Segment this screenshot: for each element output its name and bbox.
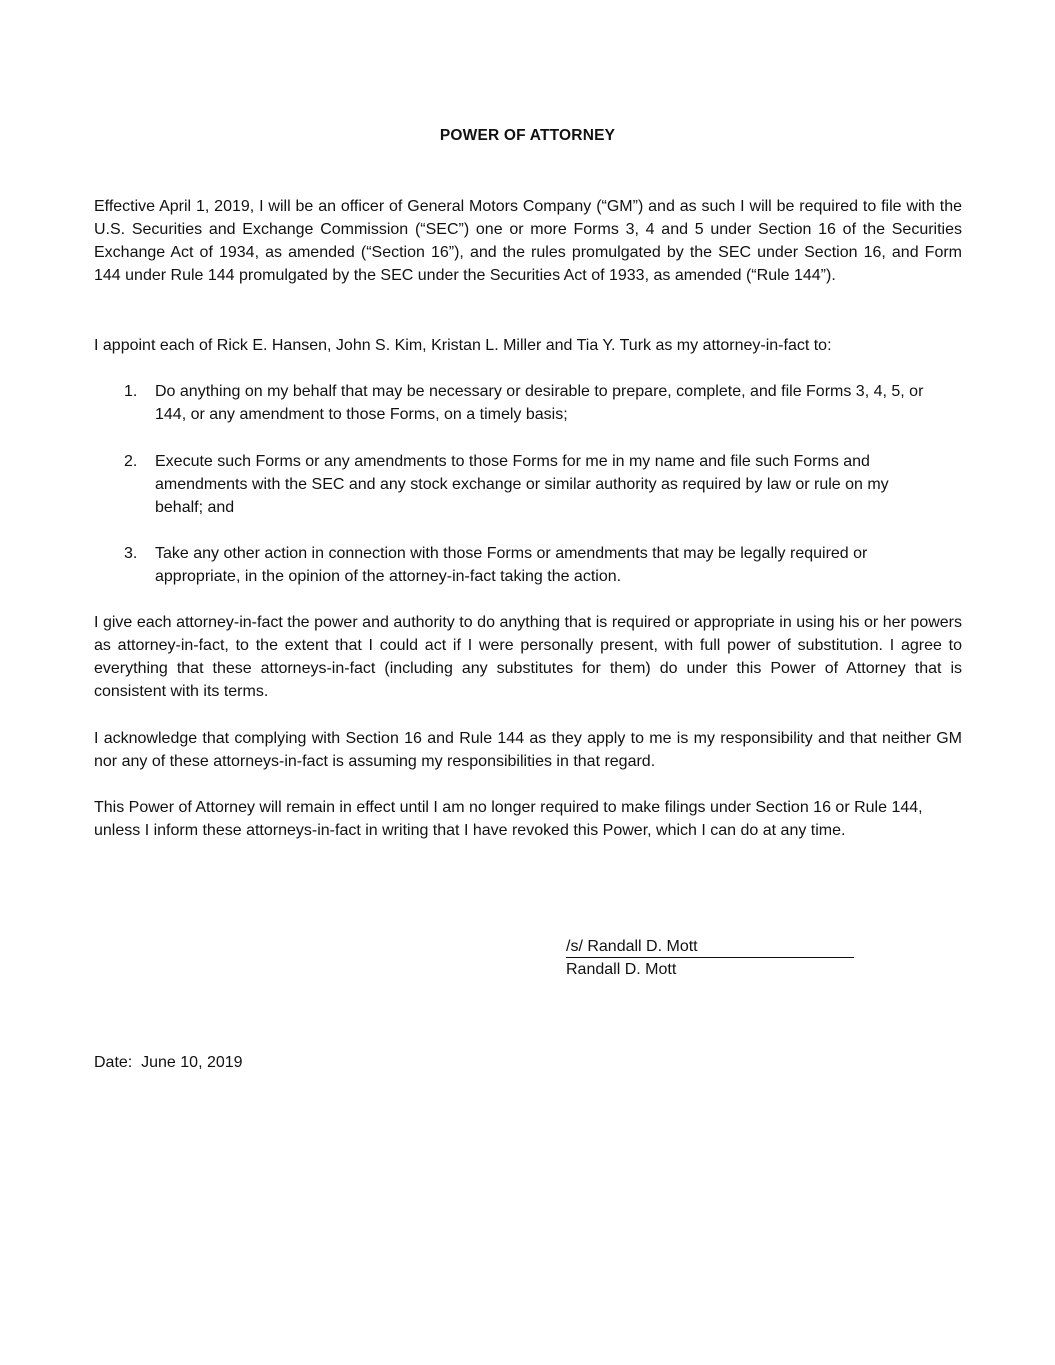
- signature-date: Date: June 10, 2019: [94, 1054, 243, 1071]
- list-number: 2.: [124, 453, 138, 470]
- signer-name: Randall D. Mott: [566, 961, 677, 978]
- list-text: Take any other action in connection with those Forms or amendments that may be legally required or appropriate, in the opinion of the attorney-in-fact taking the action.: [155, 545, 868, 585]
- list-number: 1.: [124, 383, 138, 400]
- acknowledge-paragraph: I acknowledge that complying with Section 16 and Rule 144 as they apply to me is my responsibility and that neither GM nor any of these attorneys-in-fact is assuming my responsibilities in that regard.: [94, 730, 962, 770]
- list-text: Do anything on my behalf that may be necessary or desirable to prepare, complete, and file Forms 3, 4, 5, or 144, or any amendment to those Forms, on a timely basis;: [155, 383, 924, 423]
- list-item: [124, 450, 936, 519]
- list-number: 3.: [124, 545, 138, 562]
- list-item: [124, 380, 936, 426]
- list-text: Execute such Forms or any amendments to those Forms for me in my name and file such Forms and amendments with the SEC and any stock exchange or similar authority as required by law or rule on my behalf; and: [155, 453, 889, 516]
- document-title: POWER OF ATTORNEY: [439, 127, 616, 144]
- duration-paragraph: This Power of Attorney will remain in effect until I am no longer required to make filings under Section 16 or Rule 144, unless I inform these attorneys-in-fact in writing that I have revoked this Power, which I can do at any time.: [94, 799, 923, 839]
- powers-paragraph: I give each attorney-in-fact the power and authority to do anything that is required or appropriate in using his or her powers as attorney-in-fact, to the extent that I could act if I were personally present, with full power of substitution. I agree to everything that these attorneys-in-fact (including any substitutes for them) do under this Power of Attorney that is consistent with its terms.: [94, 614, 962, 700]
- signature-line: /s/ Randall D. Mott: [566, 935, 854, 958]
- intro-paragraph: Effective April 1, 2019, I will be an officer of General Motors Company (“GM”) and as such I will be required to file with the U.S. Securities and Exchange Commission (“SEC”) one or more Forms 3, 4 and 5 under Section 16 of the Securities Exchange Act of 1934, as amended (“Section 16”), and the rules promulgated by the SEC under Section 16, and Form 144 under Rule 144 promulgated by the SEC under the Securities Act of 1933, as amended (“Rule 144”).: [94, 198, 962, 284]
- appointment-paragraph: I appoint each of Rick E. Hansen, John S. Kim, Kristan L. Miller and Tia Y. Turk as my attorney-in-fact to:: [94, 337, 832, 354]
- list-item: [124, 542, 936, 588]
